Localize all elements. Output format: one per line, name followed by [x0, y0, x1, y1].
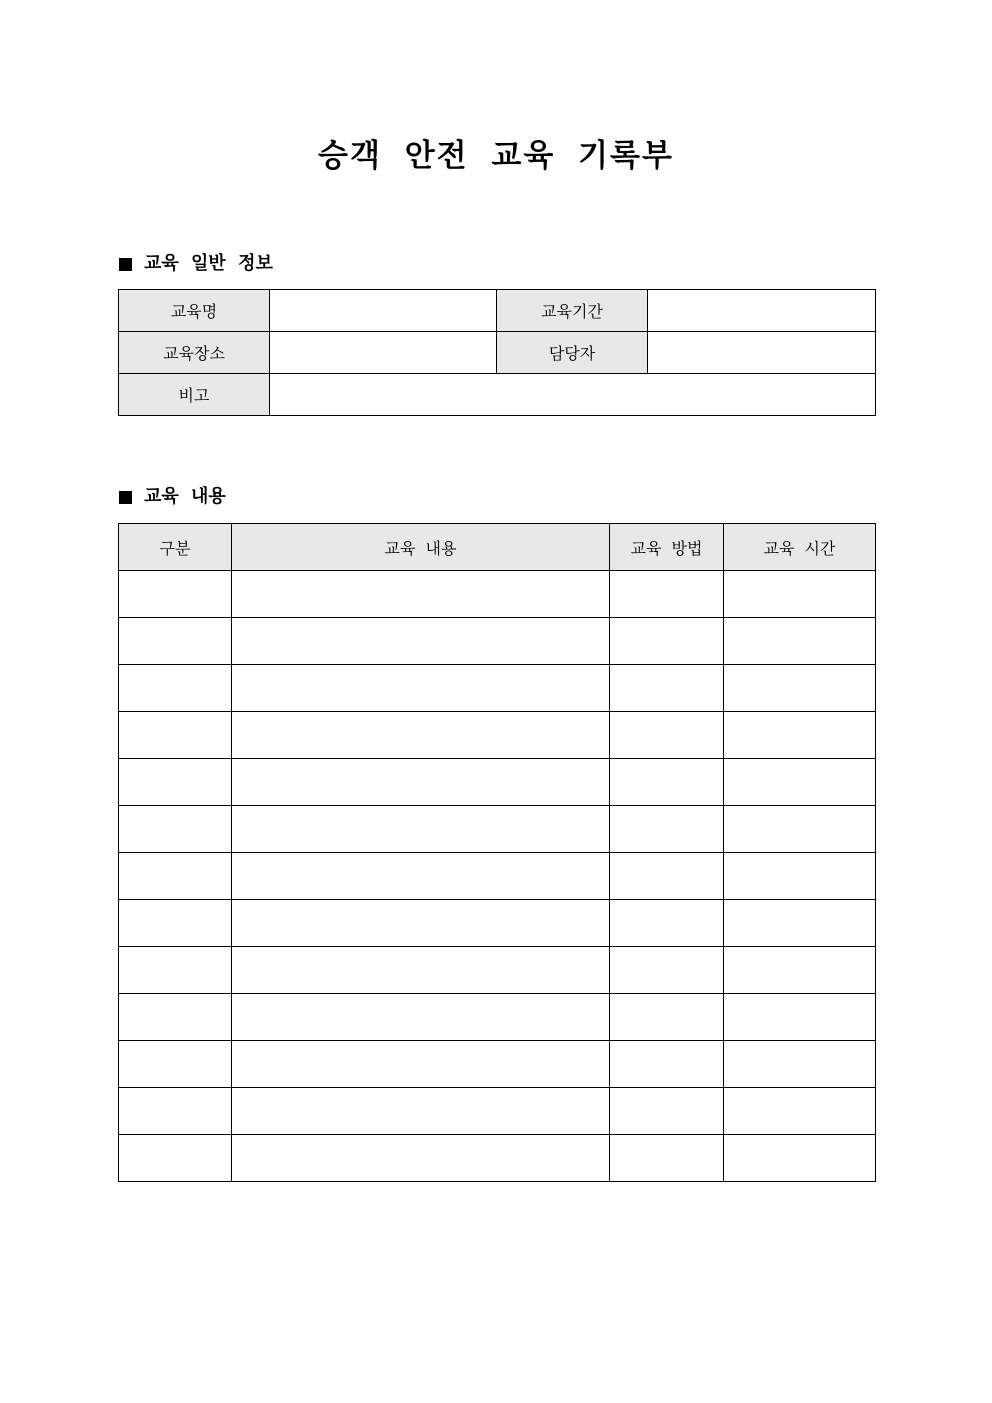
time-cell[interactable]	[724, 665, 876, 712]
category-cell[interactable]	[119, 1135, 232, 1182]
section-heading-label: 교육 일반 정보	[144, 253, 273, 274]
content-cell[interactable]	[232, 759, 610, 806]
table-row	[119, 806, 876, 853]
section-heading-label: 교육 내용	[144, 486, 226, 507]
location-field[interactable]	[270, 332, 497, 374]
content-cell[interactable]	[232, 806, 610, 853]
method-cell[interactable]	[610, 618, 724, 665]
location-label: 교육장소	[119, 332, 270, 374]
content-cell[interactable]	[232, 947, 610, 994]
table-row	[119, 332, 876, 374]
table-row	[119, 618, 876, 665]
time-cell[interactable]	[724, 712, 876, 759]
column-header-content: 교육 내용	[232, 524, 610, 571]
method-cell[interactable]	[610, 853, 724, 900]
content-cell[interactable]	[232, 665, 610, 712]
time-cell[interactable]	[724, 853, 876, 900]
time-cell[interactable]	[724, 571, 876, 618]
content-table	[118, 523, 876, 1182]
remarks-field[interactable]	[270, 374, 876, 416]
page-title: 승객 안전 교육 기록부	[318, 138, 674, 174]
time-cell[interactable]	[724, 947, 876, 994]
category-cell[interactable]	[119, 665, 232, 712]
column-header-method: 교육 방법	[610, 524, 724, 571]
category-cell[interactable]	[119, 806, 232, 853]
category-cell[interactable]	[119, 947, 232, 994]
method-cell[interactable]	[610, 571, 724, 618]
table-row	[119, 994, 876, 1041]
method-cell[interactable]	[610, 1088, 724, 1135]
category-cell[interactable]	[119, 994, 232, 1041]
column-header-time: 교육 시간	[724, 524, 876, 571]
period-label: 교육기간	[497, 290, 648, 332]
category-cell[interactable]	[119, 1088, 232, 1135]
category-cell[interactable]	[119, 712, 232, 759]
table-row	[119, 1135, 876, 1182]
category-cell[interactable]	[119, 853, 232, 900]
method-cell[interactable]	[610, 994, 724, 1041]
section-heading-general-info	[119, 252, 273, 276]
time-cell[interactable]	[724, 618, 876, 665]
time-cell[interactable]	[724, 1041, 876, 1088]
content-cell[interactable]	[232, 1088, 610, 1135]
category-cell[interactable]	[119, 759, 232, 806]
period-field[interactable]	[648, 290, 876, 332]
table-row	[119, 947, 876, 994]
table-row	[119, 665, 876, 712]
table-row	[119, 571, 876, 618]
square-bullet-icon	[119, 491, 132, 504]
method-cell[interactable]	[610, 947, 724, 994]
method-cell[interactable]	[610, 1135, 724, 1182]
table-row	[119, 759, 876, 806]
method-cell[interactable]	[610, 712, 724, 759]
category-cell[interactable]	[119, 571, 232, 618]
content-cell[interactable]	[232, 712, 610, 759]
time-cell[interactable]	[724, 900, 876, 947]
method-cell[interactable]	[610, 1041, 724, 1088]
square-bullet-icon	[119, 258, 132, 271]
table-row	[119, 290, 876, 332]
content-cell[interactable]	[232, 853, 610, 900]
category-cell[interactable]	[119, 618, 232, 665]
category-cell[interactable]	[119, 1041, 232, 1088]
general-info-table	[118, 289, 876, 416]
course-name-field[interactable]	[270, 290, 497, 332]
table-row	[119, 374, 876, 416]
content-cell[interactable]	[232, 571, 610, 618]
table-row	[119, 1041, 876, 1088]
content-cell[interactable]	[232, 900, 610, 947]
table-row	[119, 853, 876, 900]
manager-label: 담당자	[497, 332, 648, 374]
content-cell[interactable]	[232, 618, 610, 665]
time-cell[interactable]	[724, 1088, 876, 1135]
method-cell[interactable]	[610, 900, 724, 947]
time-cell[interactable]	[724, 806, 876, 853]
content-cell[interactable]	[232, 1041, 610, 1088]
column-header-category: 구분	[119, 524, 232, 571]
table-row	[119, 1088, 876, 1135]
time-cell[interactable]	[724, 759, 876, 806]
table-header-row	[119, 524, 876, 571]
course-name-label: 교육명	[119, 290, 270, 332]
table-row	[119, 900, 876, 947]
category-cell[interactable]	[119, 900, 232, 947]
section-heading-content	[119, 485, 226, 509]
method-cell[interactable]	[610, 806, 724, 853]
content-cell[interactable]	[232, 1135, 610, 1182]
method-cell[interactable]	[610, 759, 724, 806]
remarks-label: 비고	[119, 374, 270, 416]
table-row	[119, 712, 876, 759]
content-cell[interactable]	[232, 994, 610, 1041]
method-cell[interactable]	[610, 665, 724, 712]
time-cell[interactable]	[724, 1135, 876, 1182]
time-cell[interactable]	[724, 994, 876, 1041]
manager-field[interactable]	[648, 332, 876, 374]
